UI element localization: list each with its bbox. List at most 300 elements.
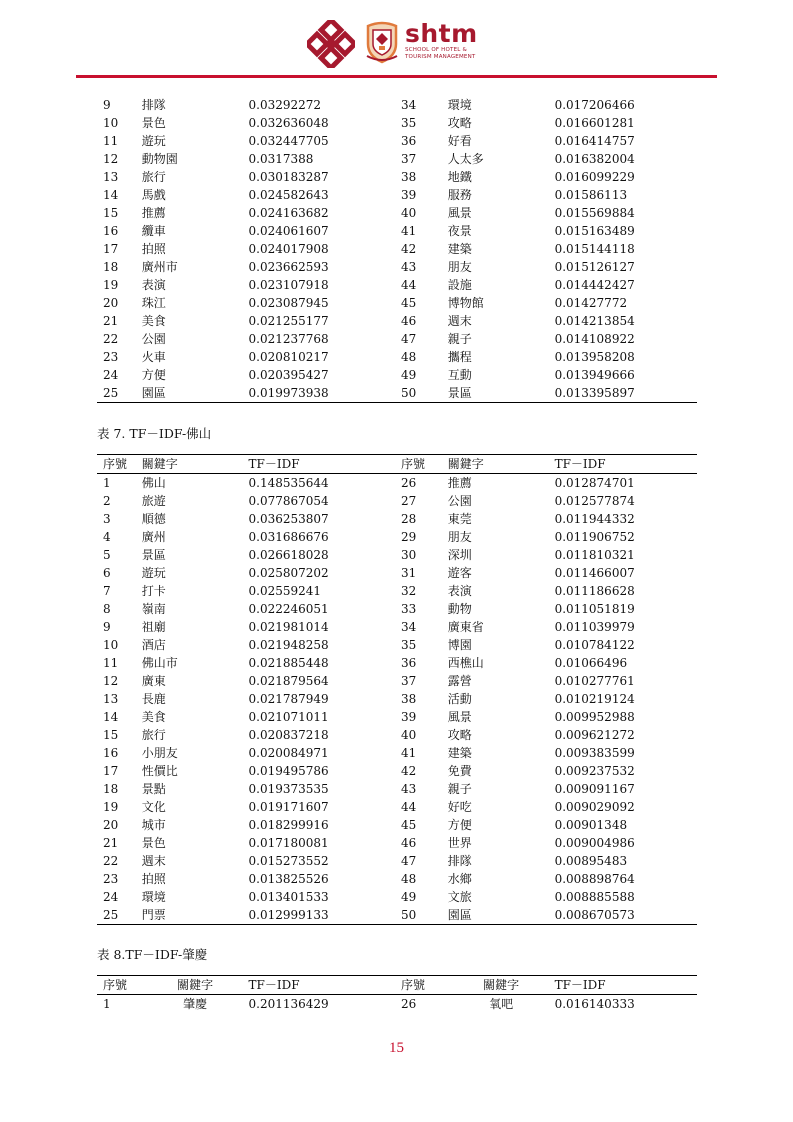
keyword-cell: 公園 (447, 494, 472, 508)
keyword-cell: 露營 (447, 674, 472, 688)
rank-cell: 25 (97, 384, 142, 403)
shtm-crest-logo-icon (363, 20, 401, 64)
table-row (97, 168, 697, 186)
keyword-cell: 城市 (141, 818, 166, 832)
tfidf-cell: 0.031686676 (248, 530, 329, 544)
rank-cell: 48 (401, 350, 417, 364)
tfidf-cell: 0.019495786 (248, 764, 329, 778)
table-row (97, 726, 697, 744)
rank-cell: 40 (401, 728, 417, 742)
keyword-cell: 親子 (447, 782, 472, 796)
rank-cell: 14 (103, 710, 119, 724)
keyword-cell: 公園 (141, 332, 166, 346)
tfidf-cell: 0.024017908 (248, 242, 329, 256)
tfidf-cell: 0.016601281 (554, 116, 635, 130)
tfidf-cell: 0.011051819 (554, 602, 635, 616)
table-row (97, 564, 697, 582)
tfidf-cell: 0.009952988 (554, 710, 635, 724)
header-tfidf: TF－IDF (555, 976, 697, 995)
tfidf-cell: 0.011810321 (554, 548, 635, 562)
rank-cell: 23 (103, 350, 119, 364)
tfidf-cell: 0.021071011 (248, 710, 329, 724)
rank-cell: 50 (401, 906, 448, 925)
keyword-cell: 景色 (141, 116, 166, 130)
tfidf-cell: 0.011944332 (554, 512, 635, 526)
keyword-cell: 廣東 (141, 674, 166, 688)
tfidf-cell: 0.010784122 (554, 638, 635, 652)
header-seq: 序號 (97, 976, 142, 995)
table-row (97, 510, 697, 528)
header-keyword: 關鍵字 (142, 976, 249, 995)
table-row (97, 240, 697, 258)
header-keyword: 關鍵字 (448, 976, 555, 995)
rank-cell: 18 (103, 782, 119, 796)
rank-cell: 46 (401, 314, 417, 328)
keyword-cell: 活動 (447, 692, 472, 706)
tfidf-cell: 0.019973938 (249, 384, 402, 403)
keyword-cell: 環境 (141, 890, 166, 904)
tfidf-cell: 0.010219124 (554, 692, 635, 706)
keyword-cell: 嶺南 (141, 602, 166, 616)
keyword-cell: 風景 (447, 206, 472, 220)
keyword-cell: 建築 (447, 746, 472, 760)
tfidf-cell: 0.016140333 (554, 997, 635, 1011)
keyword-cell: 遊玩 (141, 566, 166, 580)
keyword-cell: 旅行 (141, 170, 166, 184)
tfidf-cell: 0.023087945 (248, 296, 329, 310)
rank-cell: 17 (103, 242, 119, 256)
tfidf-cell: 0.01066496 (554, 656, 628, 670)
tfidf-cell: 0.009004986 (554, 836, 635, 850)
rank-cell: 49 (401, 368, 417, 382)
tfidf-cell: 0.011466007 (554, 566, 635, 580)
keyword-cell: 酒店 (141, 638, 166, 652)
brand-subtitle-line1: SCHOOL OF HOTEL & (405, 47, 467, 53)
rank-cell: 4 (103, 530, 111, 544)
tfidf-cell: 0.008670573 (555, 906, 697, 925)
keyword-cell: 水鄉 (447, 872, 472, 886)
keyword-cell: 文旅 (447, 890, 472, 904)
rank-cell: 28 (401, 512, 417, 526)
rank-cell: 38 (401, 692, 417, 706)
table-row (97, 528, 697, 546)
tfidf-cell: 0.201136429 (248, 997, 329, 1011)
tfidf-cell: 0.00901348 (554, 818, 628, 832)
rank-cell: 37 (401, 674, 417, 688)
tfidf-cell: 0.020395427 (248, 368, 329, 382)
tfidf-cell: 0.077867054 (248, 494, 329, 508)
rank-cell: 15 (103, 728, 119, 742)
keyword-cell: 順德 (141, 512, 166, 526)
tfidf-cell: 0.011186628 (554, 584, 635, 598)
tfidf-cell: 0.009237532 (554, 764, 635, 778)
keyword-cell: 佛山市 (141, 656, 178, 670)
table-row (97, 582, 697, 600)
rank-cell: 33 (401, 602, 417, 616)
rank-cell: 25 (97, 906, 142, 925)
table-row (97, 834, 697, 852)
table-row (97, 852, 697, 870)
rank-cell: 27 (401, 494, 417, 508)
rank-cell: 43 (401, 782, 417, 796)
rank-cell: 20 (103, 818, 119, 832)
keyword-cell: 廣東省 (447, 620, 484, 634)
rank-cell: 35 (401, 116, 417, 130)
keyword-cell: 設施 (447, 278, 472, 292)
tfidf-cell: 0.015126127 (554, 260, 635, 274)
keyword-cell: 肇慶 (183, 997, 208, 1011)
keyword-cell: 小朋友 (141, 746, 178, 760)
tfidf-cell: 0.013958208 (554, 350, 635, 364)
table-row (97, 618, 697, 636)
table-row (97, 798, 697, 816)
rank-cell: 49 (401, 890, 417, 904)
rank-cell: 41 (401, 746, 417, 760)
tfidf-cell: 0.016099229 (554, 170, 635, 184)
rank-cell: 45 (401, 818, 417, 832)
rank-cell: 22 (103, 854, 119, 868)
keyword-cell: 週末 (447, 314, 472, 328)
keyword-cell: 深圳 (447, 548, 472, 562)
rank-cell: 43 (401, 260, 417, 274)
keyword-cell: 博物館 (447, 296, 484, 310)
keyword-cell: 攻略 (447, 728, 472, 742)
rank-cell: 21 (103, 314, 119, 328)
tfidf-cell: 0.017206466 (554, 98, 635, 112)
keyword-cell: 美食 (141, 710, 166, 724)
keyword-cell: 風景 (447, 710, 472, 724)
keyword-cell: 推薦 (141, 206, 166, 220)
rank-cell: 31 (401, 566, 417, 580)
table-row (97, 204, 697, 222)
logo-group (307, 20, 478, 70)
tfidf-cell: 0.014108922 (554, 332, 635, 346)
tfidf-cell: 0.009091167 (554, 782, 635, 796)
keyword-cell: 景點 (141, 782, 166, 796)
tfidf-cell: 0.013395897 (555, 384, 697, 403)
brand-name: shtm (405, 19, 478, 48)
rank-cell: 38 (401, 170, 417, 184)
header-seq: 序號 (401, 976, 448, 995)
table-foshan (97, 454, 697, 925)
keyword-cell: 攜程 (447, 350, 472, 364)
tfidf-cell: 0.021981014 (248, 620, 329, 634)
rank-cell: 14 (103, 188, 119, 202)
keyword-cell: 氧吧 (489, 997, 514, 1011)
keyword-cell: 佛山 (141, 476, 166, 490)
rank-cell: 5 (103, 548, 111, 562)
rank-cell: 45 (401, 296, 417, 310)
tfidf-cell: 0.021879564 (248, 674, 329, 688)
tfidf-cell: 0.023107918 (248, 278, 329, 292)
tfidf-cell: 0.010277761 (554, 674, 635, 688)
keyword-cell: 朋友 (447, 530, 472, 544)
table-header-row (97, 455, 697, 474)
tfidf-cell: 0.016414757 (554, 134, 635, 148)
keyword-cell: 旅遊 (141, 494, 166, 508)
rank-cell: 42 (401, 242, 417, 256)
keyword-cell: 博園 (447, 638, 472, 652)
tfidf-cell: 0.012874701 (554, 476, 635, 490)
tfidf-cell: 0.032636048 (248, 116, 329, 130)
tfidf-cell: 0.036253807 (248, 512, 329, 526)
tfidf-cell: 0.009029092 (554, 800, 635, 814)
tfidf-cell: 0.023662593 (248, 260, 329, 274)
rank-cell: 29 (401, 530, 417, 544)
rank-cell: 48 (401, 872, 417, 886)
rank-cell: 39 (401, 188, 417, 202)
keyword-cell: 親子 (447, 332, 472, 346)
rank-cell: 44 (401, 278, 417, 292)
rank-cell: 15 (103, 206, 119, 220)
rank-cell: 42 (401, 764, 417, 778)
header-tfidf: TF－IDF (249, 976, 402, 995)
tfidf-cell: 0.01586113 (554, 188, 628, 202)
tfidf-cell: 0.00895483 (554, 854, 628, 868)
brand-text (405, 20, 478, 61)
table-row (97, 330, 697, 348)
rank-cell: 8 (103, 602, 111, 616)
keyword-cell: 門票 (142, 906, 249, 925)
tfidf-cell: 0.03292272 (248, 98, 322, 112)
tfidf-cell: 0.017180081 (248, 836, 329, 850)
keyword-cell: 夜景 (447, 224, 472, 238)
keyword-cell: 火車 (141, 350, 166, 364)
tfidf-cell: 0.016382004 (554, 152, 635, 166)
keyword-cell: 景區 (141, 548, 166, 562)
tfidf-cell: 0.021237768 (248, 332, 329, 346)
tfidf-cell: 0.013949666 (554, 368, 635, 382)
rank-cell: 36 (401, 656, 417, 670)
tfidf-cell: 0.015273552 (248, 854, 329, 868)
table-row (97, 96, 697, 114)
keyword-cell: 動物 (447, 602, 472, 616)
tfidf-cell: 0.012577874 (554, 494, 635, 508)
brand-subtitle-line2: TOURISM MANAGEMENT (405, 54, 476, 60)
rank-cell: 9 (103, 98, 111, 112)
rank-cell: 11 (103, 656, 119, 670)
keyword-cell: 地鐵 (447, 170, 472, 184)
rank-cell: 9 (103, 620, 111, 634)
rank-cell: 47 (401, 332, 417, 346)
tfidf-cell: 0.032447705 (248, 134, 329, 148)
tfidf-cell: 0.011906752 (554, 530, 635, 544)
polyu-knot-logo-icon (307, 20, 355, 68)
tfidf-cell: 0.026618028 (248, 548, 329, 562)
tfidf-cell: 0.024061607 (248, 224, 329, 238)
tfidf-cell: 0.022246051 (248, 602, 329, 616)
tfidf-cell: 0.019171607 (248, 800, 329, 814)
table-row (97, 906, 697, 925)
keyword-cell: 旅行 (141, 728, 166, 742)
table-row (97, 474, 697, 493)
keyword-cell: 攻略 (447, 116, 472, 130)
rank-cell: 35 (401, 638, 417, 652)
tfidf-cell: 0.008885588 (554, 890, 635, 904)
table-row (97, 294, 697, 312)
keyword-cell: 方便 (141, 368, 166, 382)
table-zhaoqing (97, 975, 697, 1013)
keyword-cell: 建築 (447, 242, 472, 256)
tfidf-cell: 0.015144118 (554, 242, 635, 256)
keyword-cell: 朋友 (447, 260, 472, 274)
table-row (97, 672, 697, 690)
keyword-cell: 表演 (447, 584, 472, 598)
keyword-cell: 推薦 (447, 476, 472, 490)
table-row (97, 762, 697, 780)
tfidf-cell: 0.024582643 (248, 188, 329, 202)
tfidf-cell: 0.008898764 (554, 872, 635, 886)
rank-cell: 34 (401, 98, 417, 112)
tfidf-cell: 0.015163489 (554, 224, 635, 238)
keyword-cell: 排隊 (447, 854, 472, 868)
tfidf-cell: 0.021787949 (248, 692, 329, 706)
table-row (97, 222, 697, 240)
keyword-cell: 服務 (447, 188, 472, 202)
table-row (97, 690, 697, 708)
rank-cell: 1 (103, 476, 111, 490)
tfidf-cell: 0.014442427 (554, 278, 635, 292)
keyword-cell: 園區 (142, 384, 249, 403)
table-row (97, 744, 697, 762)
keyword-cell: 動物園 (141, 152, 178, 166)
keyword-cell: 週末 (141, 854, 166, 868)
rank-cell: 39 (401, 710, 417, 724)
keyword-cell: 好吃 (447, 800, 472, 814)
rank-cell: 50 (401, 384, 448, 403)
keyword-cell: 拍照 (141, 872, 166, 886)
header-keyword: 關鍵字 (448, 455, 555, 474)
rank-cell: 16 (103, 224, 119, 238)
keyword-cell: 文化 (141, 800, 166, 814)
keyword-cell: 馬戲 (141, 188, 166, 202)
tfidf-cell: 0.012999133 (249, 906, 402, 925)
rank-cell: 22 (103, 332, 119, 346)
tfidf-cell: 0.013825526 (248, 872, 329, 886)
keyword-cell: 景區 (448, 384, 555, 403)
table-row (97, 384, 697, 403)
table-row (97, 816, 697, 834)
rank-cell: 24 (103, 890, 119, 904)
tfidf-cell: 0.020837218 (248, 728, 329, 742)
keyword-cell: 廣州 (141, 530, 166, 544)
table-row (97, 636, 697, 654)
rank-cell: 10 (103, 116, 119, 130)
rank-cell: 24 (103, 368, 119, 382)
rank-cell: 19 (103, 800, 119, 814)
rank-cell: 26 (401, 997, 417, 1011)
table-row (97, 546, 697, 564)
rank-cell: 3 (103, 512, 111, 526)
table-row (97, 312, 697, 330)
keyword-cell: 性價比 (141, 764, 178, 778)
rank-cell: 18 (103, 260, 119, 274)
table-row (97, 186, 697, 204)
table-row (97, 600, 697, 618)
rank-cell: 20 (103, 296, 119, 310)
header-seq: 序號 (97, 455, 142, 474)
rank-cell: 7 (103, 584, 111, 598)
rank-cell: 6 (103, 566, 111, 580)
tfidf-cell: 0.020810217 (248, 350, 329, 364)
tfidf-cell: 0.018299916 (248, 818, 329, 832)
keyword-cell: 遊玩 (141, 134, 166, 148)
keyword-cell: 遊客 (447, 566, 472, 580)
tfidf-cell: 0.009383599 (554, 746, 635, 760)
keyword-cell: 人太多 (447, 152, 484, 166)
tfidf-cell: 0.02559241 (248, 584, 322, 598)
tfidf-cell: 0.148535644 (248, 476, 329, 490)
keyword-cell: 好看 (447, 134, 472, 148)
tfidf-cell: 0.020084971 (248, 746, 329, 760)
table-row (97, 348, 697, 366)
rank-cell: 13 (103, 170, 119, 184)
rank-cell: 2 (103, 494, 111, 508)
header-tfidf: TF－IDF (249, 455, 402, 474)
tfidf-cell: 0.021948258 (248, 638, 329, 652)
rank-cell: 37 (401, 152, 417, 166)
rank-cell: 13 (103, 692, 119, 706)
rank-cell: 12 (103, 674, 119, 688)
tfidf-cell: 0.021255177 (248, 314, 329, 328)
table-row (97, 780, 697, 798)
tfidf-cell: 0.024163682 (248, 206, 329, 220)
tfidf-cell: 0.0317388 (248, 152, 314, 166)
keyword-cell: 珠江 (141, 296, 166, 310)
header-rule (76, 75, 717, 78)
table8-caption: 表 8.TF－IDF-肇慶 (97, 947, 208, 962)
keyword-cell: 東莞 (447, 512, 472, 526)
table-row (97, 870, 697, 888)
rank-cell: 19 (103, 278, 119, 292)
keyword-cell: 園區 (448, 906, 555, 925)
keyword-cell: 免費 (447, 764, 472, 778)
rank-cell: 40 (401, 206, 417, 220)
keyword-cell: 互動 (447, 368, 472, 382)
table-row (97, 366, 697, 384)
keyword-cell: 纜車 (141, 224, 166, 238)
rank-cell: 41 (401, 224, 417, 238)
rank-cell: 32 (401, 584, 417, 598)
tfidf-cell: 0.030183287 (248, 170, 329, 184)
keyword-cell: 環境 (447, 98, 472, 112)
rank-cell: 17 (103, 764, 119, 778)
table-row (97, 276, 697, 294)
keyword-cell: 美食 (141, 314, 166, 328)
keyword-cell: 拍照 (141, 242, 166, 256)
table-row (97, 492, 697, 510)
keyword-cell: 祖廟 (141, 620, 166, 634)
rank-cell: 1 (103, 997, 111, 1011)
tfidf-cell: 0.019373535 (248, 782, 329, 796)
rank-cell: 47 (401, 854, 417, 868)
table7-caption: 表 7. TF－IDF-佛山 (97, 426, 212, 441)
rank-cell: 44 (401, 800, 417, 814)
rank-cell: 36 (401, 134, 417, 148)
tfidf-cell: 0.01427772 (554, 296, 628, 310)
header-keyword: 關鍵字 (142, 455, 249, 474)
page-number: 15 (389, 1040, 404, 1056)
tfidf-cell: 0.009621272 (554, 728, 635, 742)
tfidf-cell: 0.021885448 (248, 656, 329, 670)
tfidf-cell: 0.025807202 (248, 566, 329, 580)
table-row (97, 888, 697, 906)
header-seq: 序號 (401, 455, 448, 474)
table-row (97, 114, 697, 132)
page-header (0, 0, 793, 80)
rank-cell: 10 (103, 638, 119, 652)
table-row (97, 995, 697, 1014)
